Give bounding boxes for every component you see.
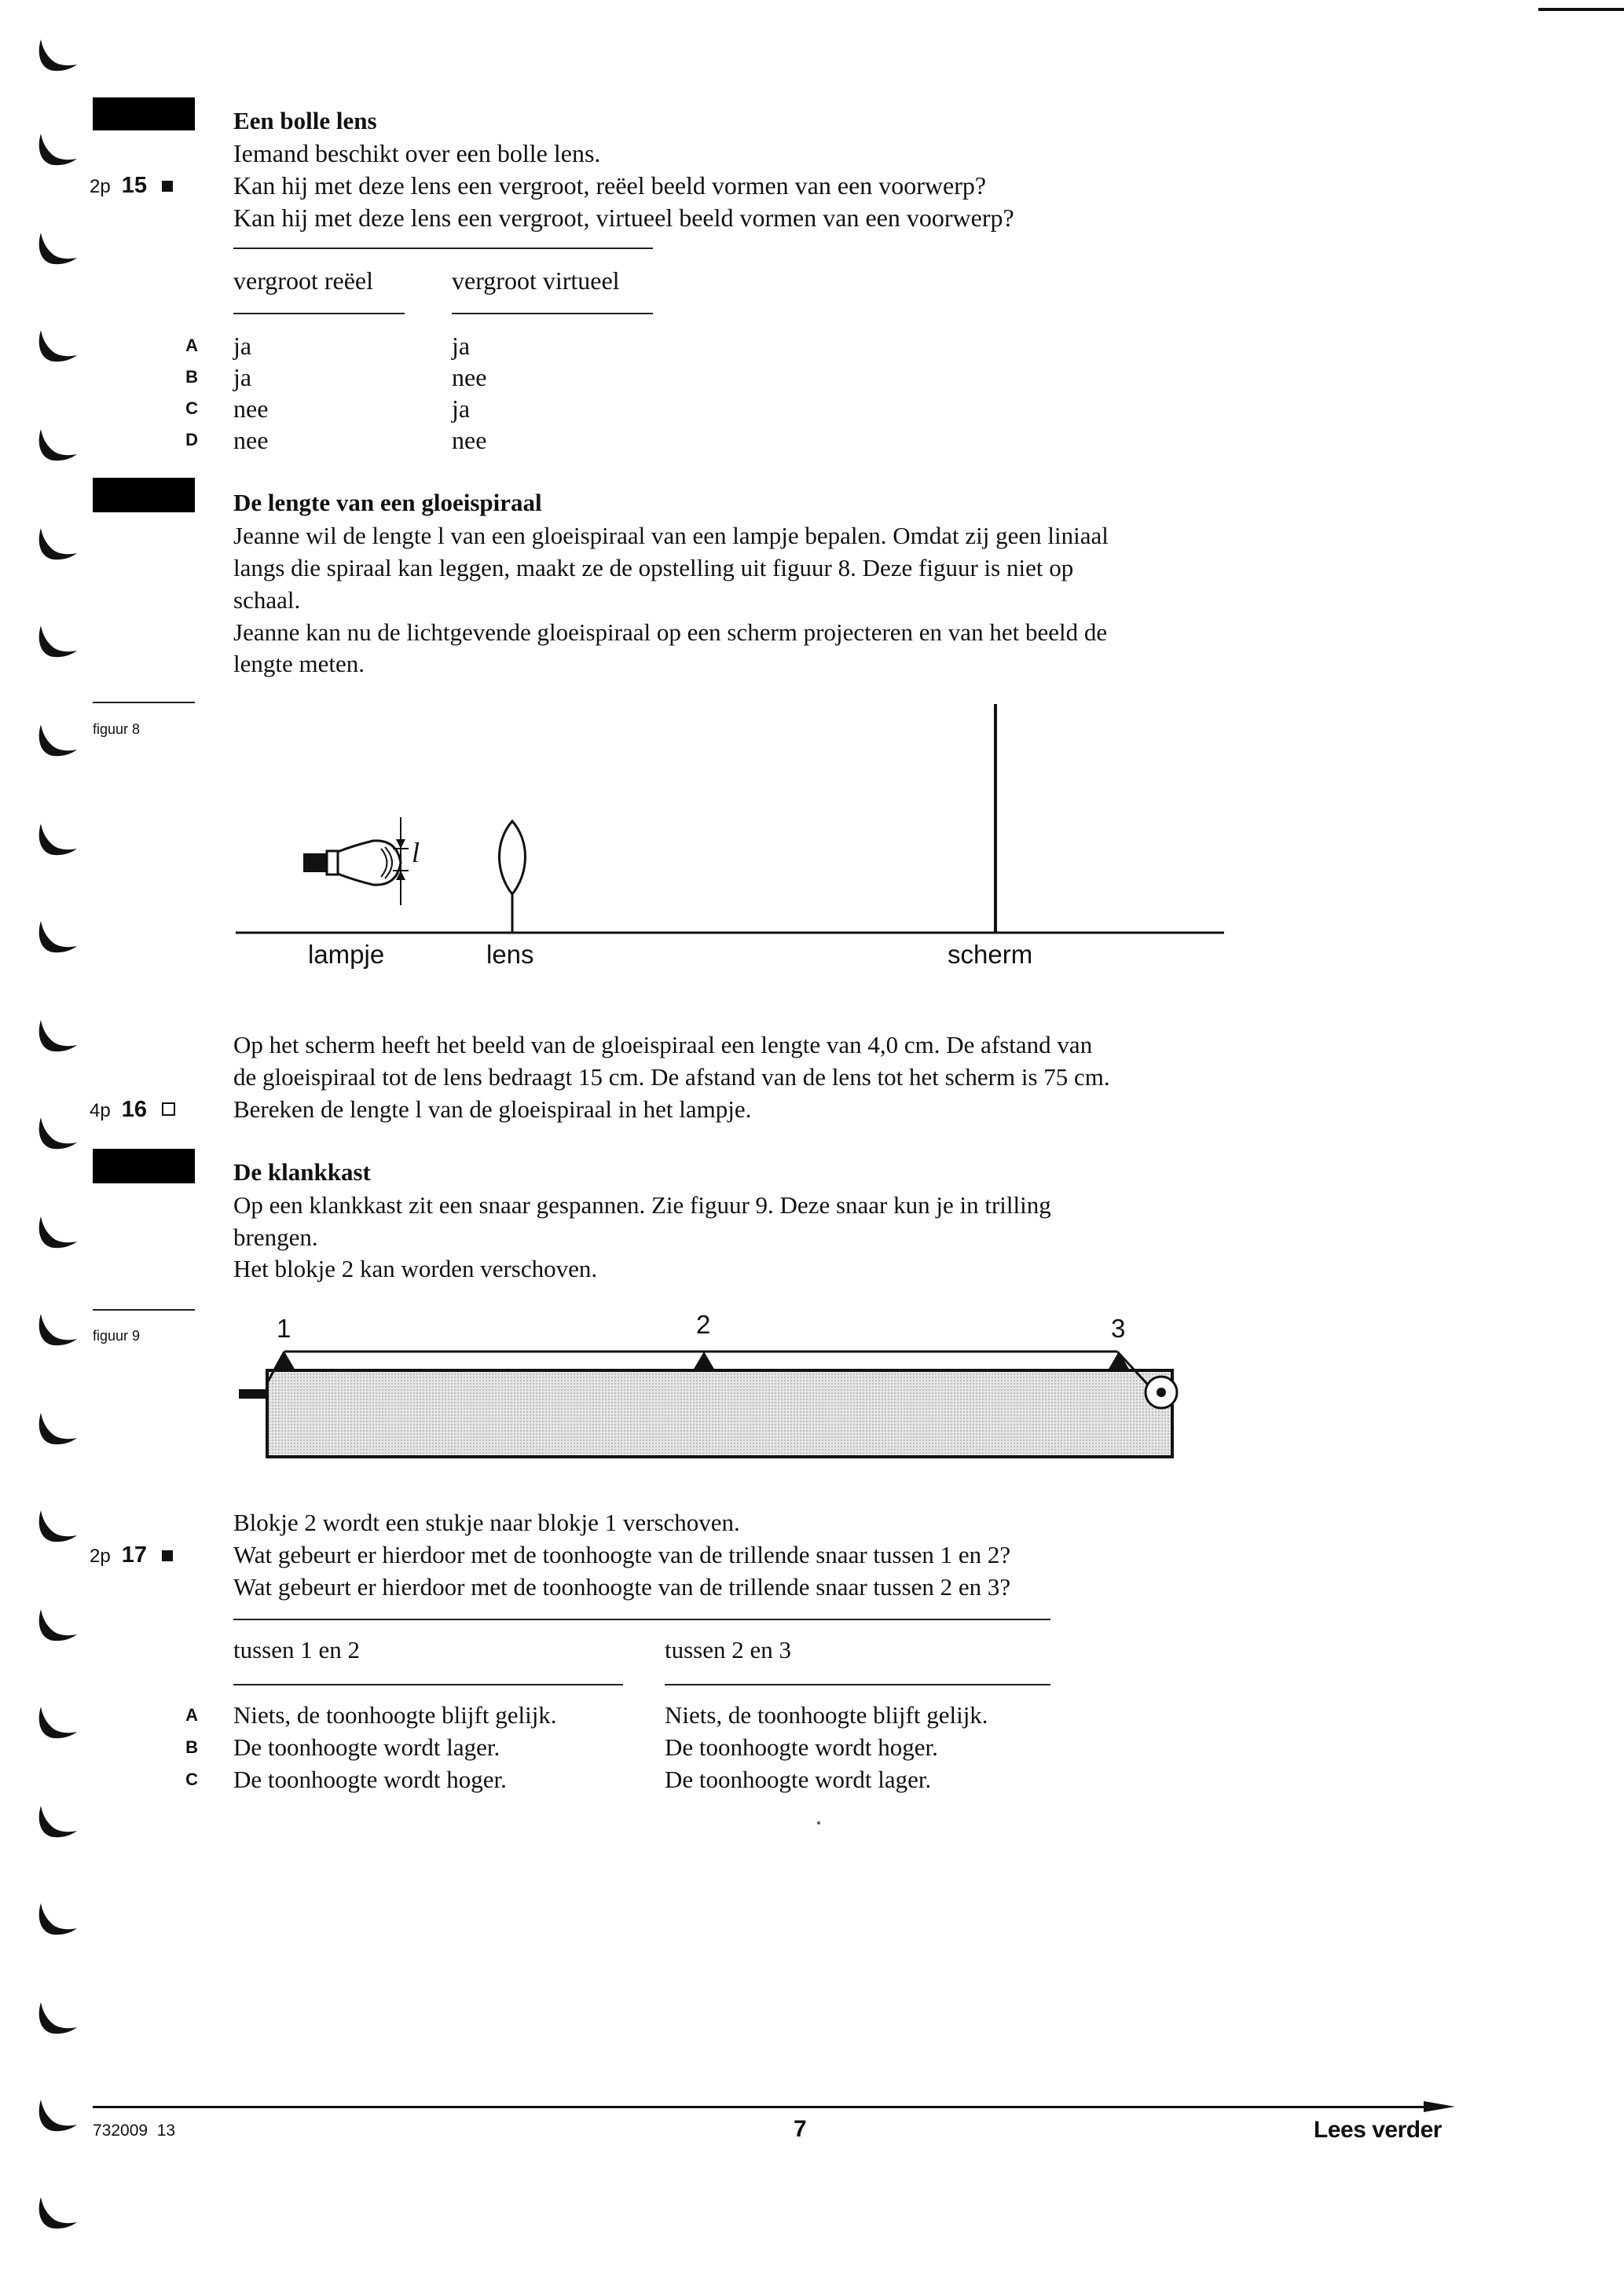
figure8-l-label: l — [412, 837, 420, 868]
q17-option-c-c1: De toonhoogte wordt hoger. — [233, 1766, 507, 1793]
q15-option-b-c1: ja — [233, 363, 252, 391]
q17-option-b-c2: De toonhoogte wordt hoger. — [665, 1733, 938, 1761]
q16-number — [90, 1094, 175, 1127]
q17-col-header-1: tussen 1 en 2 — [233, 1636, 361, 1663]
figure8-lens-label: lens — [486, 940, 534, 969]
binding-crescent-icon — [33, 523, 80, 570]
block-label-3: 3 — [1111, 1314, 1126, 1343]
figure8-lampje-label: lampje — [308, 940, 385, 969]
footer-code: 732009 13 — [93, 2122, 176, 2140]
q15-points: 2p — [90, 176, 111, 197]
q15-col-header-2: vergroot virtueel — [452, 266, 620, 295]
figure9-margin-rule — [93, 1309, 195, 1311]
q15-option-letter: D — [185, 430, 198, 449]
block-label-2: 2 — [696, 1310, 711, 1339]
binding-crescent-icon — [33, 1309, 80, 1356]
section-marker-16 — [93, 478, 195, 512]
q17-line-2: Wat gebeurt er hierdoor met de toonhoogte van de trillende snaar tussen 1 en 2? — [233, 1541, 1011, 1568]
q17-number-value: 17 — [121, 1542, 147, 1568]
q15-table-top-rule — [233, 248, 653, 249]
q15-line-2: Kan hij met deze lens een vergroot, reëel beeld vormen van een voorwerp? — [233, 171, 987, 200]
binding-crescent-icon — [33, 129, 80, 176]
lamp-bulb-icon — [303, 841, 401, 885]
q17-option-letter: A — [185, 1705, 198, 1725]
figure8-label: figuur 8 — [93, 721, 141, 737]
gloei-line-3: schaal. — [233, 586, 301, 614]
q15-option-letter: B — [185, 367, 198, 387]
gloei-line-1: Jeanne wil de lengte l van een gloeispiraal van een lampje bepalen. Omdat zij geen liniaal — [233, 522, 1109, 549]
filled-square-icon — [162, 181, 173, 192]
figure9-diagram — [228, 1336, 1194, 1469]
footer-rule — [93, 2106, 1446, 2108]
q15-option-letter: C — [185, 398, 198, 418]
q17-col-rule-2 — [665, 1684, 1050, 1685]
binding-crescent-icon — [33, 35, 80, 82]
q15-option-letter: A — [185, 336, 198, 355]
q15-option-b-c2: nee — [452, 363, 487, 391]
sound-box — [267, 1370, 1172, 1457]
q15-option-a-c2: ja — [452, 332, 471, 360]
q15-line-1: Iemand beschikt over een bolle lens. — [233, 139, 601, 167]
q17-option-a-c2: Niets, de toonhoogte blijft gelijk. — [665, 1701, 988, 1729]
open-square-icon — [162, 1102, 175, 1116]
arrow-right-icon — [1424, 2096, 1455, 2117]
gloei-line-2: langs die spiraal kan leggen, maakt ze de opstelling uit figuur 8. Deze figuur is niet op — [233, 554, 1074, 581]
q15-heading: Een bolle lens — [233, 107, 377, 134]
binding-crescent-icon — [33, 819, 80, 866]
q17-option-letter: B — [185, 1737, 198, 1757]
stray-dot — [817, 1821, 820, 1825]
binding-crescent-icon — [33, 1702, 80, 1749]
footer-next-link[interactable]: Lees verder — [1314, 2117, 1442, 2143]
binding-crescent-icon — [33, 1506, 80, 1553]
binding-crescent-icon — [33, 1898, 80, 1946]
gloei-after-line-1: Op het scherm heeft het beeld van de gloeispiraal een lengte van 4,0 cm. De afstand van — [233, 1031, 1093, 1058]
q15-option-c-c2: ja — [452, 394, 471, 423]
q16-points: 4p — [90, 1100, 111, 1121]
klank-line-3: Het blokje 2 kan worden verschoven. — [233, 1255, 598, 1282]
block-label-1: 1 — [277, 1314, 291, 1343]
binding-crescent-icon — [33, 2192, 80, 2239]
bridge-1 — [273, 1352, 295, 1370]
q15-number — [90, 170, 173, 203]
filled-square-icon — [162, 1550, 173, 1561]
figure9-label: figuur 9 — [93, 1328, 141, 1344]
q15-col-rule-1 — [233, 313, 405, 314]
binding-crescent-icon — [33, 1997, 80, 2045]
klank-heading: De klankkast — [233, 1158, 371, 1186]
q15-option-a-c1: ja — [233, 332, 252, 360]
binding-crescent-icon — [33, 424, 80, 471]
gloei-heading: De lengte van een gloeispiraal — [233, 489, 542, 516]
q17-number — [90, 1539, 173, 1572]
binding-crescent-icon — [33, 916, 80, 963]
lens-shape — [500, 821, 526, 894]
binding-crescent-icon — [33, 1015, 80, 1062]
gloei-line-5: lengte meten. — [233, 650, 365, 677]
footer-page-number: 7 — [794, 2116, 807, 2142]
binding-crescent-icon — [33, 720, 80, 767]
gloei-line-4: Jeanne kan nu de lichtgevende gloeispiraal op een scherm projecteren en van het beeld de — [233, 618, 1108, 646]
q17-option-c-c2: De toonhoogte wordt lager. — [665, 1766, 932, 1793]
binding-crescent-icon — [33, 1408, 80, 1455]
section-marker-15 — [93, 97, 195, 130]
binding-crescent-icon — [33, 2095, 80, 2142]
gloei-after-line-2: de gloeispiraal tot de lens bedraagt 15 cm. De afstand van de lens tot het scherm is 75 cm. — [233, 1063, 1110, 1091]
q15-option-d-c2: nee — [452, 426, 487, 454]
figure8-scherm-label: scherm — [948, 940, 1033, 969]
klank-line-2: brengen. — [233, 1223, 318, 1251]
q17-line-3: Wat gebeurt er hierdoor met de toonhoogte van de trillende snaar tussen 2 en 3? — [233, 1573, 1011, 1601]
top-right-rule — [1538, 8, 1624, 11]
q15-option-c-c1: nee — [233, 394, 269, 423]
q15-option-d-c1: nee — [233, 426, 269, 454]
klank-line-1: Op een klankkast zit een snaar gespannen. Zie figuur 9. Deze snaar kun je in trilling — [233, 1191, 1051, 1219]
q15-col-header-1: vergroot reëel — [233, 266, 373, 295]
q17-points: 2p — [90, 1546, 111, 1567]
q17-col-header-2: tussen 2 en 3 — [665, 1636, 792, 1663]
binding-crescent-icon — [33, 1605, 80, 1652]
binding-crescent-icon — [33, 1212, 80, 1259]
q15-col-rule-2 — [452, 313, 653, 314]
q17-option-a-c1: Niets, de toonhoogte blijft gelijk. — [233, 1701, 557, 1729]
q16-number-value: 16 — [121, 1097, 147, 1122]
q17-table-top-rule — [233, 1619, 1050, 1620]
binding-crescent-icon — [33, 1801, 80, 1848]
q17-col-rule-1 — [233, 1684, 623, 1685]
q17-line-1: Blokje 2 wordt een stukje naar blokje 1 verschoven. — [233, 1509, 740, 1536]
q15-line-3: Kan hij met deze lens een vergroot, virtueel beeld vormen van een voorwerp? — [233, 204, 1014, 232]
binding-crescent-icon — [33, 228, 80, 275]
binding-crescent-icon — [33, 1113, 80, 1160]
figure8-margin-rule — [93, 702, 195, 703]
q17-option-letter: C — [185, 1770, 198, 1789]
q17-option-b-c1: De toonhoogte wordt lager. — [233, 1733, 500, 1761]
binding-crescent-icon — [33, 325, 80, 372]
q16-question: Bereken de lengte l van de gloeispiraal in het lampje. — [233, 1095, 752, 1123]
section-marker-17 — [93, 1149, 195, 1183]
bridge-2 — [693, 1352, 715, 1370]
q15-number-value: 15 — [121, 173, 147, 198]
binding-crescent-icon — [33, 621, 80, 668]
